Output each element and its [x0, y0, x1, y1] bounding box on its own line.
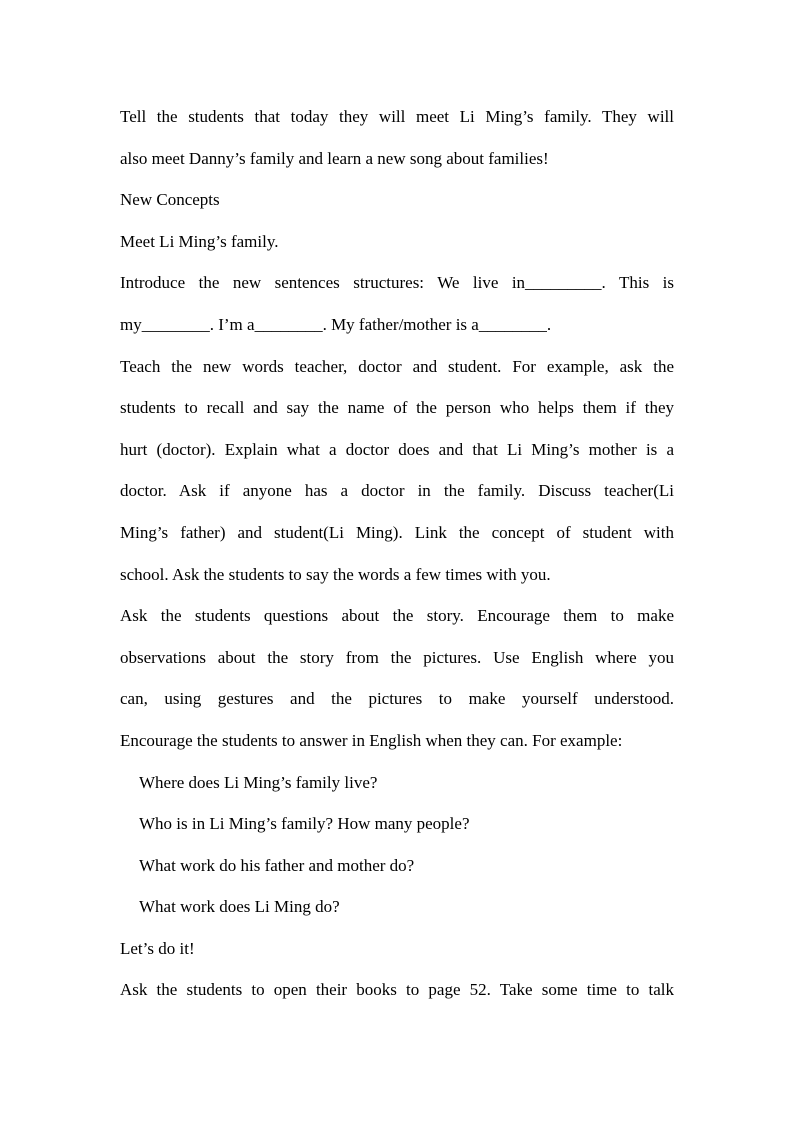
teach-words-line-3: hurt (doctor). Explain what a doctor does and that Li Ming’s mother is a [120, 439, 674, 459]
teach-words-line-6: school. Ask the students to say the words a few times with you. [120, 564, 551, 584]
teach-words-line-2: students to recall and say the name of the person who helps them if they [120, 398, 674, 418]
document-body [120, 96, 674, 1011]
paragraph-intro-line-1: Tell the students that today they will meet Li Ming’s family. They will [120, 107, 674, 126]
example-question-2: Who is in Li Ming’s family? How many people? [139, 814, 470, 834]
structures-line-1: Introduce the new sentences structures: We live in_________. This is [120, 273, 674, 293]
example-question-4: What work does Li Ming do? [139, 897, 340, 917]
example-question-3: What work do his father and mother do? [139, 855, 415, 875]
subheading-meet-family: Meet Li Ming’s family. [120, 231, 279, 251]
section-heading-new-concepts: New Concepts [120, 190, 220, 210]
paragraph-intro-line-2: also meet Danny’s family and learn a new song about families! [120, 148, 549, 168]
story-questions-line-2: observations about the story from the pictures. Use English where you [120, 647, 674, 667]
teach-words-line-4: doctor. Ask if anyone has a doctor in the family. Discuss teacher(Li [120, 481, 674, 501]
story-questions-line-1: Ask the students questions about the story. Encourage them to make [120, 606, 674, 626]
story-questions-line-3: can, using gestures and the pictures to make yourself understood. [120, 689, 674, 709]
teach-words-line-5: Ming’s father) and student(Li Ming). Link the concept of student with [120, 522, 674, 542]
lets-do-it-line-1: Ask the students to open their books to page 52. Take some time to talk [120, 980, 674, 1000]
example-question-1: Where does Li Ming’s family live? [139, 772, 378, 792]
story-questions-line-4: Encourage the students to answer in English when they can. For example: [120, 730, 623, 750]
structures-line-2: my________. I’m a________. My father/mother is a________. [120, 314, 552, 334]
teach-words-line-1: Teach the new words teacher, doctor and student. For example, ask the [120, 356, 674, 376]
section-heading-lets-do-it: Let’s do it! [120, 938, 195, 958]
